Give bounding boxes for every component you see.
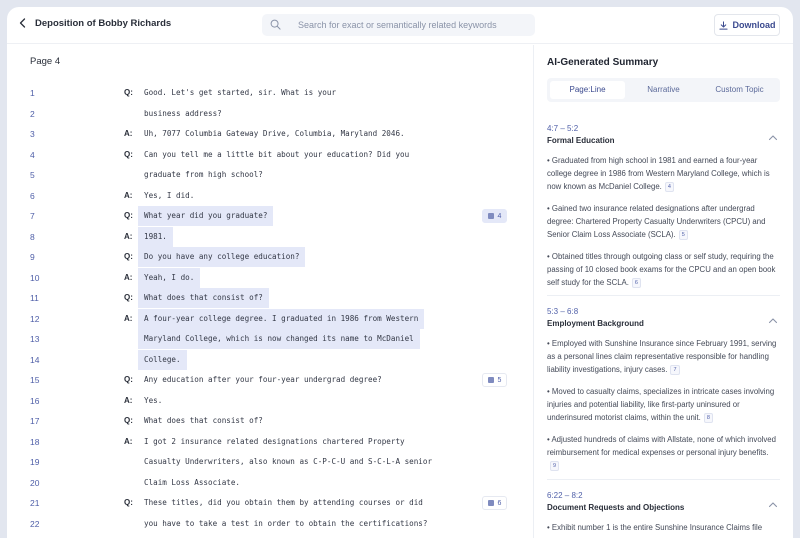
transcript-line[interactable] <box>7 309 533 330</box>
summary-section <box>547 124 780 289</box>
line-text: What year did you graduate? <box>138 206 273 226</box>
citation-number: 4 <box>497 212 502 220</box>
bullet-text: • Obtained titles through outgoing class or self study, requiring the passing of 10 closed book exams for the CPCU and an open book self study for the SCLA. <box>547 252 776 287</box>
line-text: Any education after your four-year undergrad degree? <box>144 375 382 384</box>
speaker-label: Q: <box>124 293 133 302</box>
line-number: 16 <box>30 395 40 406</box>
page-line-range[interactable]: 5:3 – 6:8 <box>547 307 579 316</box>
summary-bullet <box>547 337 780 376</box>
speaker-label: Q: <box>124 375 133 384</box>
citation-ref[interactable]: 5 <box>679 230 688 240</box>
citation-ref[interactable]: 4 <box>665 182 674 192</box>
tab-narrative[interactable]: Narrative <box>647 85 680 94</box>
transcript-line[interactable] <box>7 514 533 535</box>
line-number: 4 <box>30 149 35 160</box>
line-number: 21 <box>30 498 40 508</box>
summary-bullet <box>547 250 780 289</box>
line-text: These titles, did you obtain them by attending courses or did <box>144 498 423 507</box>
transcript-line[interactable] <box>7 473 533 494</box>
app-window <box>7 7 793 538</box>
line-number: 18 <box>30 436 40 447</box>
bullet-text: • Moved to casualty claims, specializes in intricate cases involving injuries and potential liability, like first-party uninsured or underinsured motorist claims, within the unit. <box>547 387 775 422</box>
page-line-range[interactable]: 6:22 – 8:2 <box>547 491 583 500</box>
section-title: Employment Background <box>547 319 644 328</box>
transcript-line[interactable] <box>7 288 533 309</box>
transcript-panel <box>7 45 533 538</box>
top-bar <box>7 7 793 44</box>
download-button[interactable] <box>714 14 780 36</box>
line-text: Maryland College, which is now changed its name to McDaniel <box>138 329 420 349</box>
section-divider <box>547 479 780 480</box>
chevron-up-icon[interactable] <box>768 134 778 141</box>
transcript-line[interactable] <box>7 83 533 104</box>
line-text: Yeah, I do. <box>138 268 200 288</box>
bullet-text: • Adjusted hundreds of claims with Allstate, none of which involved reimbursement for medical expenses or personal injury benefits. <box>547 435 776 457</box>
section-title: Formal Education <box>547 136 615 145</box>
summary-section <box>547 307 780 472</box>
note-icon <box>488 213 494 219</box>
line-number: 17 <box>30 416 40 426</box>
line-number: 19 <box>30 457 40 467</box>
transcript-line[interactable] <box>7 268 533 289</box>
speaker-label: Q: <box>124 211 133 220</box>
line-number: 2 <box>30 108 35 119</box>
speaker-label: A: <box>124 436 133 446</box>
transcript-line[interactable] <box>7 493 533 514</box>
line-text: you have to take a test in order to obtain the certifications? <box>144 518 428 528</box>
summary-bullet <box>547 385 780 424</box>
section-title: Document Requests and Objections <box>547 503 685 512</box>
bullet-text: • Gained two insurance related designations after undergrad degree: Chartered Property Casualty Underwriters (CPCU) and Senior Claim Loss Associate (SCLA). <box>547 204 766 239</box>
citation-badge[interactable] <box>482 496 507 510</box>
line-text: Good. Let's get started, sir. What is your <box>144 88 337 97</box>
bullet-text: • Exhibit number 1 is the entire Sunshine Insurance Claims file <box>547 523 763 532</box>
transcript-line[interactable] <box>7 370 533 391</box>
chevron-left-icon <box>18 17 28 29</box>
document-title: Deposition of Bobby Richards <box>35 17 172 29</box>
line-number: 14 <box>30 354 40 365</box>
transcript-line[interactable] <box>7 206 533 227</box>
line-text: graduate from high school? <box>144 170 263 179</box>
chevron-up-icon[interactable] <box>768 317 778 324</box>
line-text: I got 2 insurance related designations chartered Property <box>144 436 405 446</box>
search-icon <box>270 19 281 30</box>
back-button[interactable] <box>18 17 171 29</box>
bullet-text: • Employed with Sunshine Insurance since February 1991, serving as a personal lines claim representative responsible for handling liability investigations, injury cases. <box>547 339 777 374</box>
line-number: 5 <box>30 170 35 180</box>
citation-ref[interactable]: 7 <box>670 365 679 375</box>
transcript-line[interactable] <box>7 104 533 125</box>
citation-ref[interactable]: 8 <box>704 413 713 423</box>
line-text: What does that consist of? <box>144 416 263 425</box>
line-text: Uh, 7077 Columbia Gateway Drive, Columbia, Maryland 2046. <box>144 129 405 138</box>
line-number: 22 <box>30 518 40 529</box>
line-text: Can you tell me a little bit about your education? Did you <box>144 149 410 159</box>
download-label: Download <box>732 20 776 30</box>
transcript-line[interactable] <box>7 247 533 268</box>
section-divider <box>547 295 780 296</box>
speaker-label: Q: <box>124 252 133 261</box>
transcript-line[interactable] <box>7 124 533 145</box>
summary-bullet <box>547 202 780 241</box>
transcript-line[interactable] <box>7 452 533 473</box>
transcript-line[interactable] <box>7 165 533 186</box>
line-number: 6 <box>30 190 35 201</box>
line-number: 20 <box>30 477 40 488</box>
line-number: 8 <box>30 231 35 242</box>
transcript-line[interactable] <box>7 329 533 350</box>
search-bar[interactable] <box>262 14 535 36</box>
transcript-line[interactable] <box>7 350 533 371</box>
tab-custom-topic[interactable]: Custom Topic <box>715 85 764 94</box>
speaker-label: A: <box>124 190 133 200</box>
chevron-up-icon[interactable] <box>768 501 778 508</box>
summary-section <box>547 491 780 534</box>
summary-bullet <box>547 154 780 193</box>
summary-bullet <box>547 433 780 472</box>
line-text: A four-year college degree. I graduated in 1986 from Western <box>138 309 424 329</box>
transcript-line[interactable] <box>7 186 533 207</box>
speaker-label: Q: <box>124 149 133 159</box>
line-number: 7 <box>30 211 35 221</box>
line-number: 10 <box>30 272 40 283</box>
line-number: 9 <box>30 252 35 262</box>
speaker-label: Q: <box>124 88 133 97</box>
transcript-line[interactable] <box>7 391 533 412</box>
line-text: Yes. <box>144 395 163 405</box>
line-number: 12 <box>30 313 40 324</box>
speaker-label: Q: <box>124 498 133 507</box>
line-number: 11 <box>30 293 39 303</box>
page-label: Page 4 <box>30 56 61 67</box>
speaker-label: Q: <box>124 416 133 425</box>
line-number: 3 <box>30 129 35 139</box>
speaker-label: A: <box>124 129 133 138</box>
page-line-range[interactable]: 4:7 – 5:2 <box>547 124 579 133</box>
line-text: Claim Loss Associate. <box>144 477 241 487</box>
tab-page-line[interactable]: Page:Line <box>550 81 625 99</box>
citation-number: 6 <box>497 499 502 507</box>
citation-ref[interactable]: 6 <box>632 278 641 288</box>
summary-title: AI-Generated Summary <box>547 57 659 68</box>
speaker-label: A: <box>124 313 133 323</box>
transcript-line[interactable] <box>7 411 533 432</box>
speaker-label: A: <box>124 272 133 282</box>
note-icon <box>488 377 494 383</box>
speaker-label: A: <box>124 395 133 405</box>
summary-tabs <box>547 78 780 102</box>
summary-bullet <box>547 521 780 534</box>
line-text: 1981. <box>138 227 173 247</box>
transcript-line[interactable] <box>7 227 533 248</box>
transcript-line[interactable] <box>7 432 533 453</box>
citation-badge[interactable] <box>482 373 507 387</box>
citation-number: 5 <box>497 376 502 384</box>
line-number: 15 <box>30 375 40 385</box>
citation-ref[interactable]: 9 <box>550 461 559 471</box>
summary-panel <box>534 45 793 538</box>
line-text: business address? <box>144 108 222 118</box>
note-icon <box>488 500 494 506</box>
line-text: Yes, I did. <box>144 190 195 200</box>
line-text: What does that consist of? <box>138 288 269 308</box>
citation-badge[interactable] <box>482 209 507 223</box>
line-number: 1 <box>30 88 35 98</box>
line-text: Do you have any college education? <box>138 247 305 267</box>
line-text: College. <box>138 350 187 370</box>
speaker-label: A: <box>124 231 133 241</box>
line-number: 13 <box>30 334 40 344</box>
bullet-text: • Graduated from high school in 1981 and earned a four-year college degree in 1986 from Western Maryland College, which is now known as McDaniel College. <box>547 156 770 191</box>
download-icon <box>719 21 728 30</box>
search-input[interactable] <box>298 14 528 36</box>
line-text: Casualty Underwriters, also known as C-P-C-U and S-C-L-A senior <box>144 457 433 466</box>
transcript-line[interactable] <box>7 145 533 166</box>
